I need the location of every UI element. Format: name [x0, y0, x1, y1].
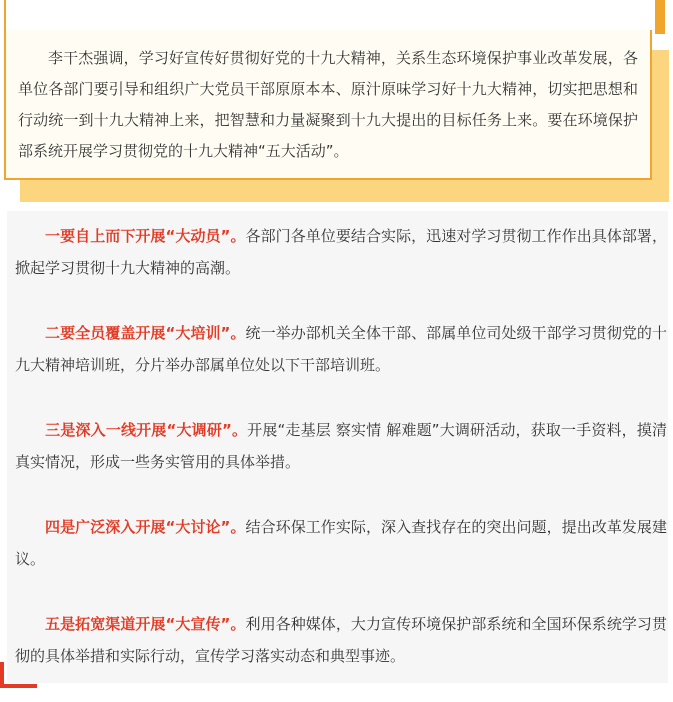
activity-item-1: [15, 220, 667, 284]
bottom-left-corner-horizontal: [0, 684, 37, 688]
activity-lead-4: 四是广泛深入开展“大讨论”。: [45, 518, 246, 536]
activity-text-5: 利用各种媒体，大力宣传环境保护部系统和全国环保系统学习贯彻的具体举措和实际行动，宣传学习落实动态和典型事迹。: [15, 615, 667, 665]
activity-item-5: [15, 608, 667, 672]
activity-item-3: [15, 414, 667, 478]
activity-text-4: 结合环保工作实际，深入查找存在的突出问题，提出改革发展建议。: [15, 518, 667, 568]
intro-paragraph: 李干杰强调，学习好宣传好贯彻好党的十九大精神，关系生态环境保护事业改革发展，各单位各部门要引导和组织广大党员干部原原本本、原汁原味学习好十九大精神，切实把思想和行动统一到十九大精神上来，把智慧和力量凝聚到十九大提出的目标任务上来。要在环境保护部系统开展学习贯彻党的十九大精神“五大活动”。: [18, 49, 638, 160]
activity-text-3: 开展“走基层 察实情 解难题”大调研活动，获取一手资料，摸清真实情况，形成一些务实管用的具体举措。: [15, 421, 667, 471]
activity-text-1: 各部门各单位要结合实际，迅速对学习贯彻工作作出具体部署，掀起学习贯彻十九大精神的高潮。: [15, 227, 667, 277]
quote-left-accent: [4, 0, 6, 32]
activity-lead-3: 三是深入一线开展“大调研”。: [45, 421, 248, 439]
activity-lead-2: 二要全员覆盖开展“大培训”。: [45, 324, 246, 342]
activity-lead-5: 五是拓宽渠道开展“大宣传”。: [45, 615, 246, 633]
top-right-accent-bar: [655, 0, 665, 34]
activity-item-4: [15, 511, 667, 575]
activity-text-2: 统一举办部机关全体干部、部属单位司处级干部学习贯彻党的十九大精神培训班，分片举办部属单位处以下干部培训班。: [15, 324, 667, 374]
activities-panel: [7, 211, 668, 683]
intro-quote-box: [4, 30, 652, 180]
activity-item-2: [15, 317, 667, 381]
activity-lead-1: 一要自上而下开展“大动员”。: [45, 227, 246, 245]
